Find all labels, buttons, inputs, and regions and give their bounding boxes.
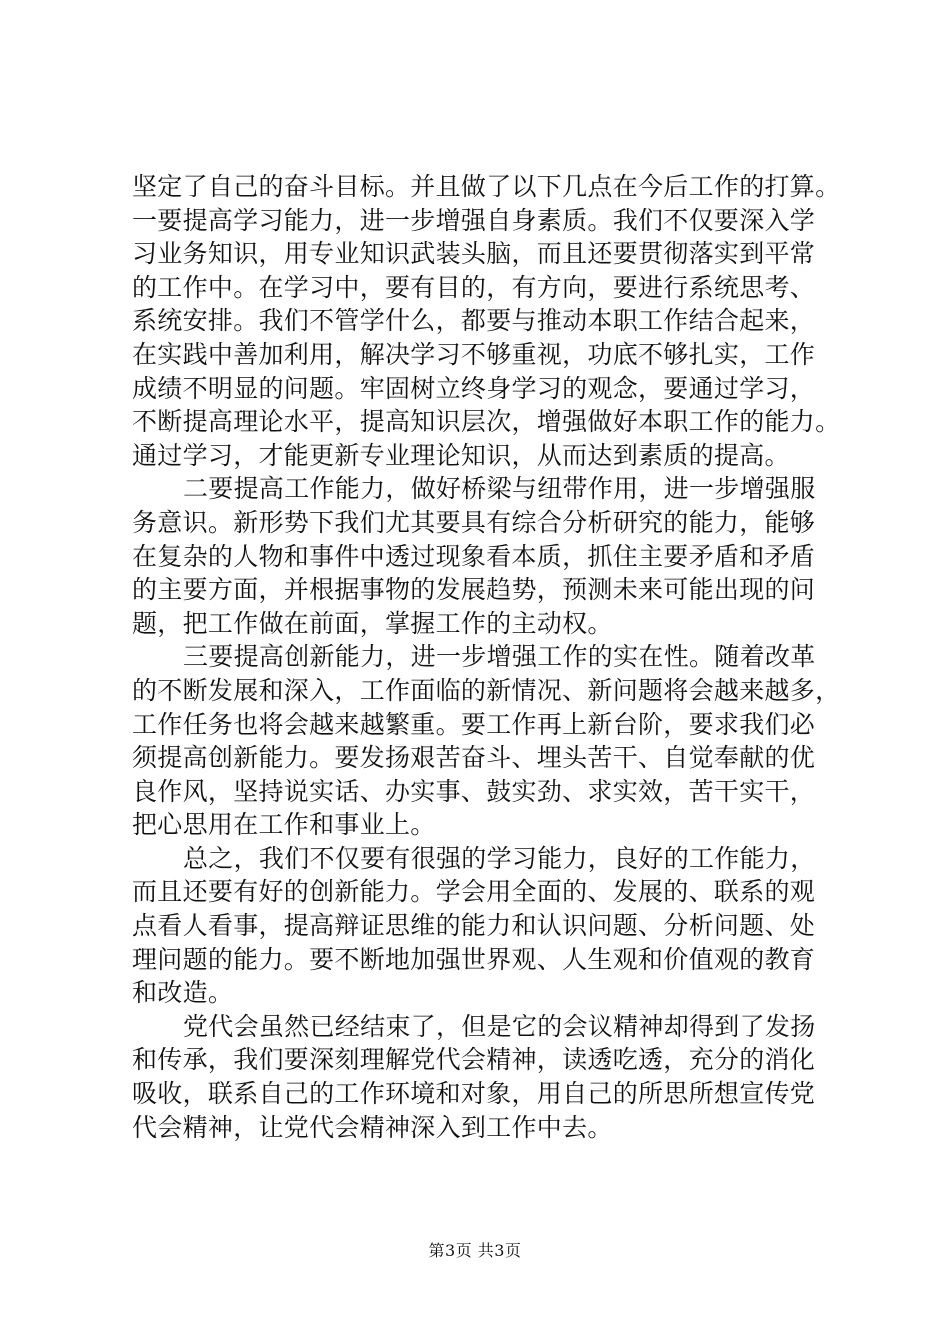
text-line: 不断提高理论水平，提高知识层次，增强做好本职工作的能力。 [132,407,841,437]
text-line: 而且还要有好的创新能力。学会用全面的、发展的、联系的观 [132,877,816,907]
text-line: 的工作中。在学习中，要有目的，有方向，要进行系统思考、 [132,272,816,302]
text-line: 坚定了自己的奋斗目标。并且做了以下几点在今后工作的打算。 [132,172,841,201]
text-line: 理问题的能力。要不断地加强世界观、人生观和价值观的教育 [132,944,816,974]
text-line: 通过学习，才能更新专业理论知识，从而达到素质的提高。 [132,440,790,470]
text-line: 在实践中善加利用，解决学习不够重视，功底不够扎实，工作 [132,339,816,369]
paragraph-first-line: 二要提高工作能力，做好桥梁与纽带作用，进一步增强服 [183,474,816,504]
text-line: 工作任务也将会越来越繁重。要工作再上新台阶，要求我们必 [132,709,816,739]
text-line: 题，把工作做在前面，掌握工作的主动权。 [132,608,613,638]
text-line: 和传承，我们要深刻理解党代会精神，读透吃透，充分的消化 [132,1045,816,1075]
paragraph-first-line: 党代会虽然已经结束了，但是它的会议精神却得到了发扬 [183,1011,816,1041]
document-body [132,170,841,1144]
text-line: 良作风，坚持说实话、办实事、鼓实劲、求实效，苦干实干， [132,776,816,806]
text-line: 须提高创新能力。要发扬艰苦奋斗、埋头苦干、自觉奉献的优 [132,743,816,773]
paragraph-first-line: 总之，我们不仅要有很强的学习能力，良好的工作能力， [183,843,816,873]
page-footer: 第3页 共3页 [428,1241,522,1260]
text-line: 点看人看事，提高辩证思维的能力和认识问题、分析问题、处 [132,911,816,941]
text-line: 代会精神，让党代会精神深入到工作中去。 [132,1112,613,1142]
text-line: 的主要方面，并根据事物的发展趋势，预测未来可能出现的问 [132,575,816,605]
text-line: 系统安排。我们不管学什么，都要与推动本职工作结合起来， [132,306,816,336]
text-line: 习业务知识，用专业知识武装头脑，而且还要贯彻落实到平常 [132,239,816,269]
text-line: 把心思用在工作和事业上。 [132,810,436,840]
text-line: 和改造。 [132,978,234,1008]
text-line: 在复杂的人物和事件中透过现象看本质，抓住主要矛盾和矛盾 [132,541,816,571]
text-line: 一要提高学习能力，进一步增强自身素质。我们不仅要深入学 [132,205,816,235]
paragraph-first-line: 三要提高创新能力，进一步增强工作的实在性。随着改革 [183,642,816,672]
text-line: 吸收，联系自己的工作环境和对象，用自己的所思所想宣传党 [132,1079,816,1109]
text-line: 务意识。新形势下我们尤其要具有综合分析研究的能力，能够 [132,507,816,537]
text-line: 成绩不明显的问题。牢固树立终身学习的观念，要通过学习， [132,373,816,403]
text-line: 的不断发展和深入，工作面临的新情况、新问题将会越来越多， [132,675,841,705]
